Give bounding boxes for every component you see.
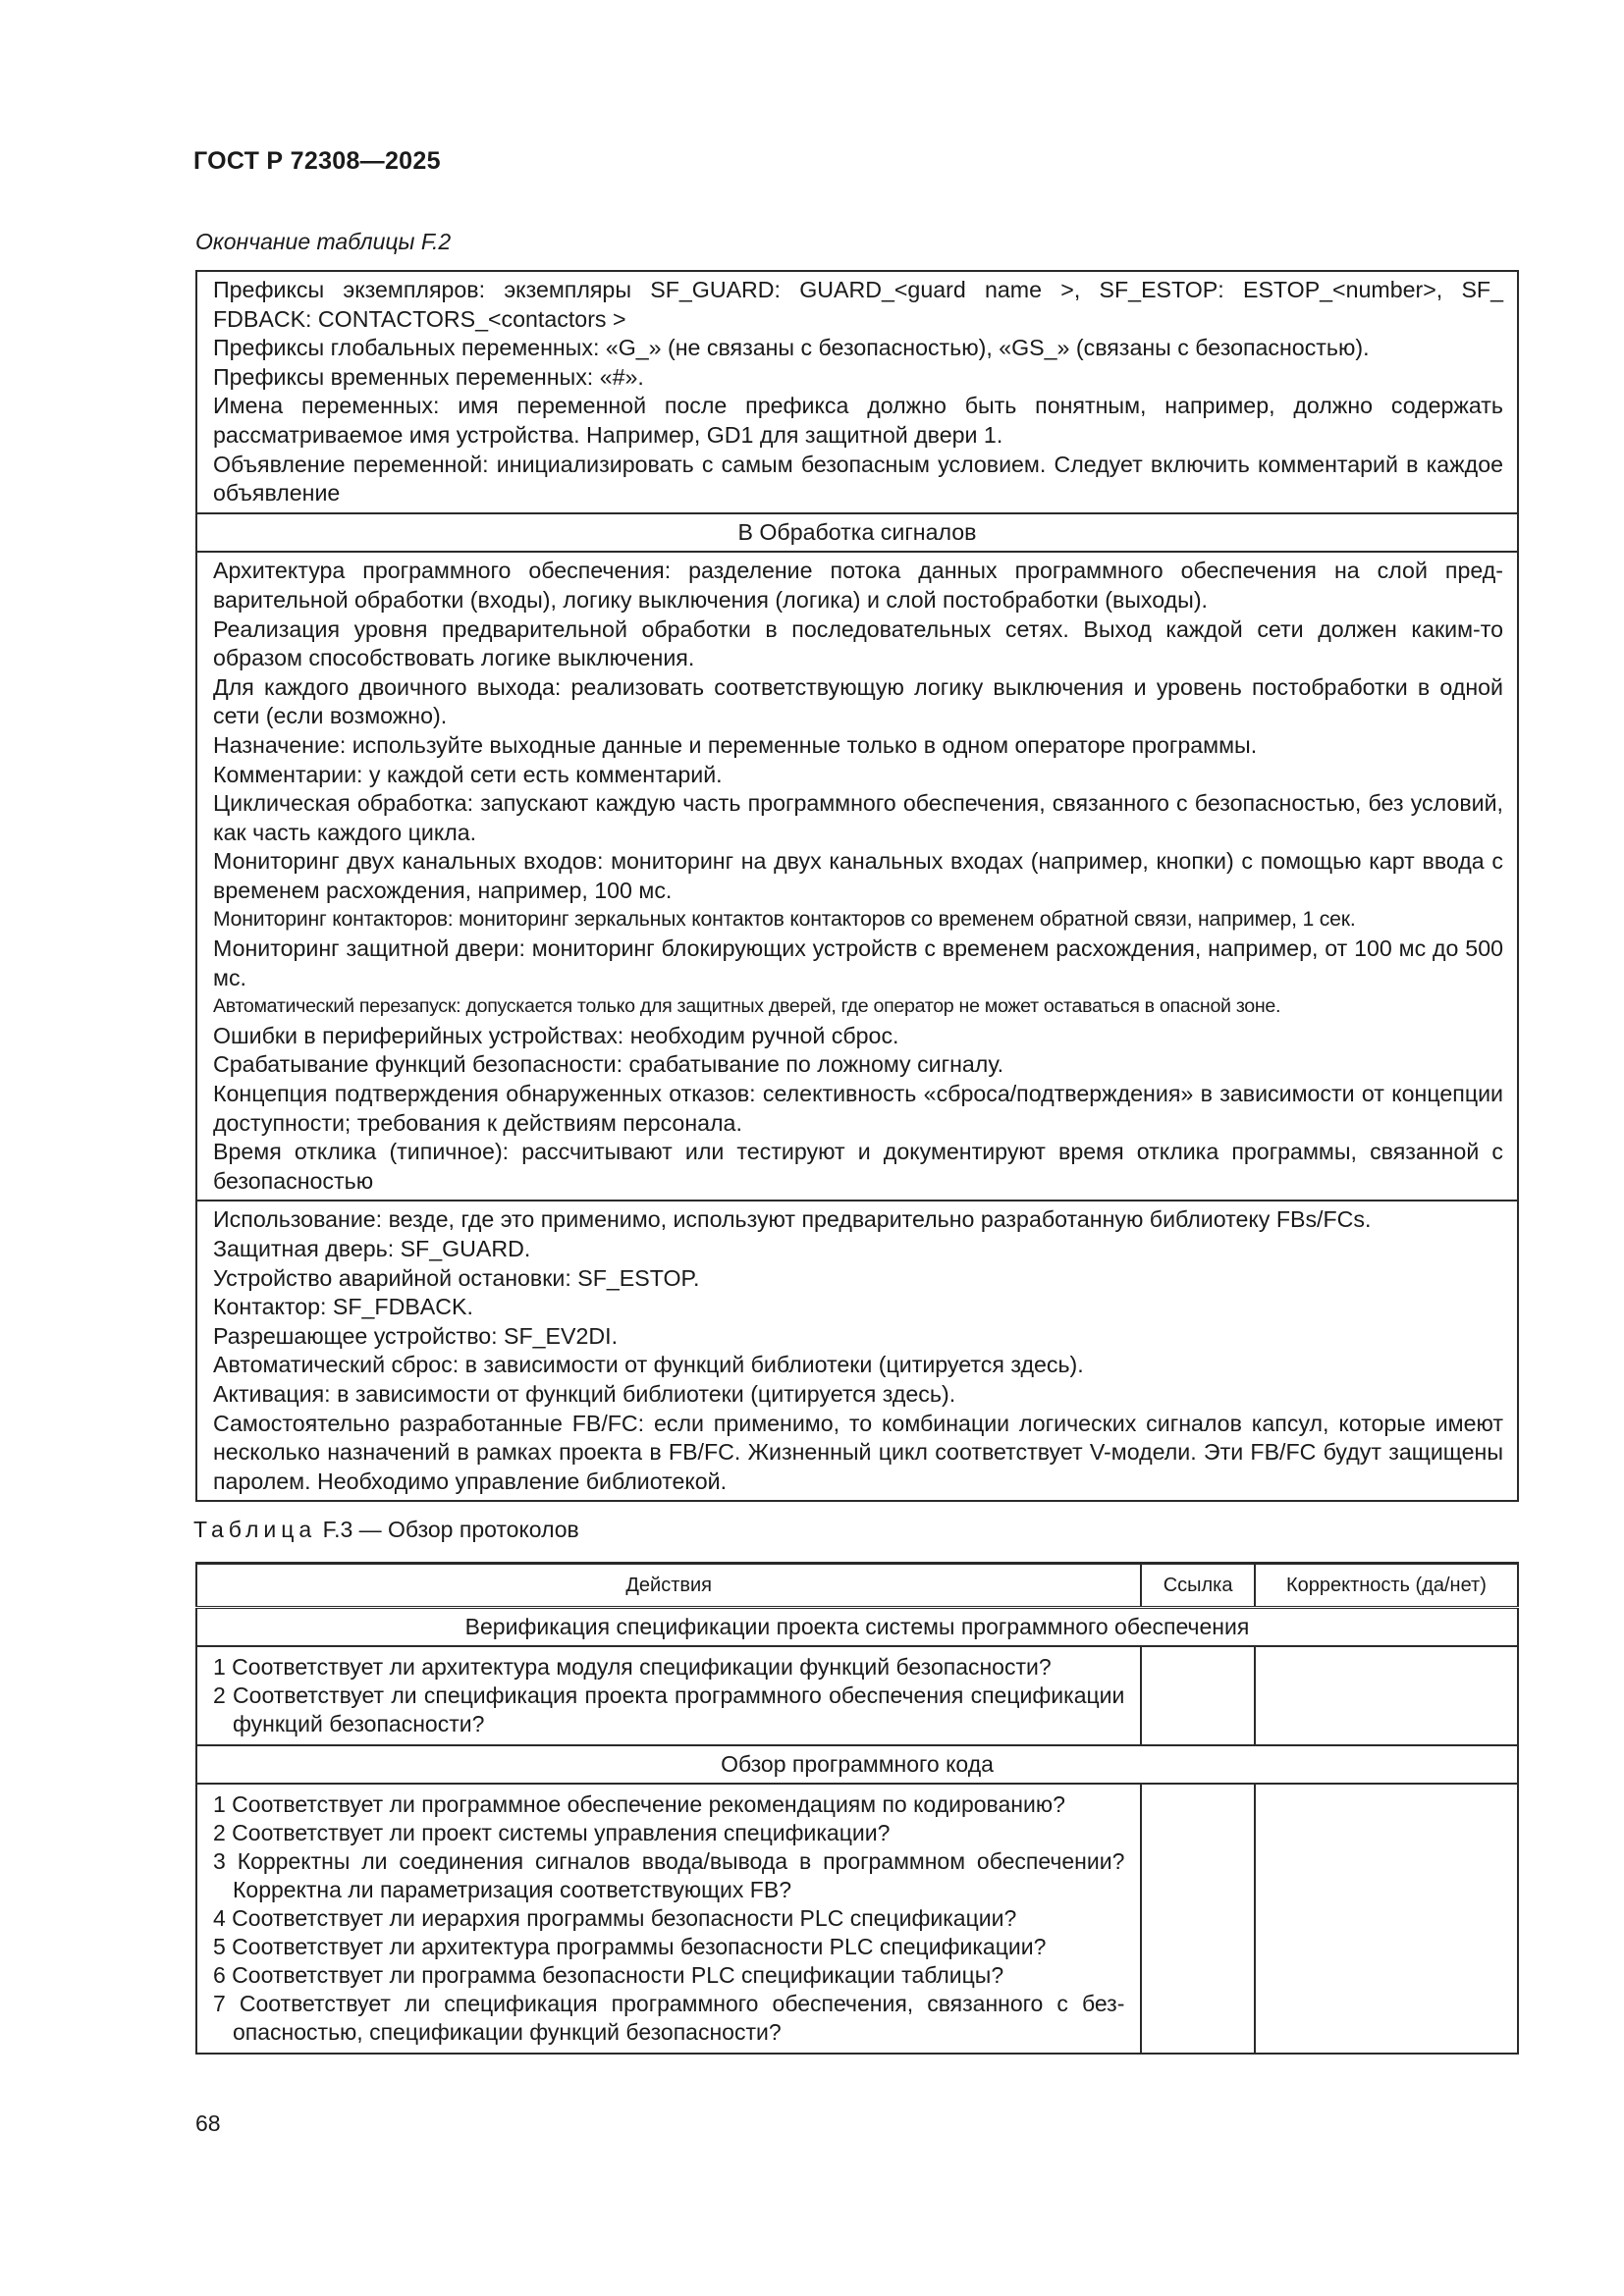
- list-item: Контактор: SF_FDBACK.: [213, 1294, 473, 1320]
- list-item: Реализация уровня предварительной обработки в последовательных сетях. Выход каждой сети должен каким-то образом способствовать логике выключения.: [213, 615, 1503, 671]
- list-item: Префиксы временных переменных: «#».: [213, 363, 644, 390]
- section-title: Верификация спецификации проекта системы программного обеспечения: [196, 1608, 1518, 1647]
- list-item: Использование: везде, где это применимо, используют предварительно разработанную библиотеку FBs/FCs.: [213, 1206, 1372, 1233]
- block-c-cell: [196, 1201, 1518, 1501]
- actions-cell: [196, 1784, 1141, 2054]
- table-caption-title: F.3 — Обзор протоколов: [322, 1517, 579, 1542]
- list-item: 3 Корректны ли соединения сигналов ввода/вывода в программном обеспечении? Корректна ли параметризация соответствующих FB?: [213, 1848, 1125, 1902]
- list-item: Мониторинг двух канальных входов: мониторинг на двух канальных входах (например, кнопки) с помощью карт ввода с временем расхождения, например, 100 мс.: [213, 848, 1503, 903]
- table-row: [196, 1201, 1518, 1501]
- column-header-actions: Действия: [196, 1564, 1141, 1608]
- table-f3-caption: [193, 1517, 579, 1543]
- list-item: Ошибки в периферийных устройствах: необходим ручной сброс.: [213, 1022, 899, 1048]
- list-item: Префиксы экземпляров: экземпляры SF_GUARD: GUARD_<guard name >, SF_ESTOP: ESTOP_<number>, SF_: [213, 277, 1503, 302]
- table-f2: [195, 270, 1519, 1502]
- section-b-title: В Обработка сигналов: [196, 513, 1518, 553]
- list-item: Объявление переменной: инициализировать с самым безопасным условием. Следует включить комментарий в каждое объявление: [213, 451, 1503, 507]
- table-f3: [195, 1562, 1519, 2055]
- list-item: Имена переменных: имя переменной после префикса должно быть понятным, например, должно содержать рассматриваемое имя устройства. Например, GD1 для защитной двери 1.: [213, 393, 1503, 448]
- list-item: 7 Соответствует ли спецификация программного обеспечения, связанного с безопасностью, спецификации функций безопасности?: [213, 1991, 1125, 2045]
- list-item: Защитная дверь: SF_GUARD.: [213, 1236, 531, 1261]
- table-row: [196, 1646, 1518, 1745]
- list-item: Мониторинг защитной двери: мониторинг блокирующих устройств с временем расхождения, например, от 100 мс до 500 мс.: [213, 935, 1503, 990]
- list-item: Самостоятельно разработанные FB/FC: если применимо, то комбинации логических сигналов капсул, которые имеют несколько назначений в рамках проекта в FB/FC. Жизненный цикл соответствует V-модели. Эти FB/FC будут защищены паролем. Необходимо управление библиотекой.: [213, 1410, 1503, 1494]
- list-item: FDBACK: CONTACTORS_<contactors >: [213, 305, 626, 332]
- block-a-cell: [196, 271, 1518, 513]
- block-b-cell: [196, 552, 1518, 1201]
- list-item: 6 Соответствует ли программа безопасности PLC спецификации таблицы?: [213, 1962, 1004, 1988]
- list-item: 2 Соответствует ли спецификация проекта программного обеспечения спецификации функций безопасности?: [213, 1682, 1125, 1736]
- list-item: Срабатывание функций безопасности: срабатывание по ложному сигналу.: [213, 1051, 1004, 1078]
- table-row: [196, 1784, 1518, 2054]
- list-item: Для каждого двоичного выхода: реализовать соответствующую логику выключения и уровень постобработки в одной сети (если возможно).: [213, 673, 1503, 729]
- list-item: Мониторинг контакторов: мониторинг зеркальных контактов контакторов со временем обратной связи, например, 1 сек.: [213, 908, 1356, 932]
- list-item: Автоматический перезапуск: допускается только для защитных дверей, где оператор не может оставаться в опасной зоне.: [213, 995, 1281, 1018]
- section-title: Обзор программного кода: [196, 1745, 1518, 1784]
- table-row: [196, 271, 1518, 513]
- table-header-row: [196, 1564, 1518, 1608]
- list-item: Концепция подтверждения обнаруженных отказов: селективность «сброса/подтверждения» в зависимости от концепции доступности; требования к действиям персонала.: [213, 1081, 1503, 1136]
- table-row: [196, 513, 1518, 553]
- list-item: Разрешающее устройство: SF_EV2DI.: [213, 1322, 619, 1349]
- list-item: Активация: в зависимости от функций библиотеки (цитируется здесь).: [213, 1380, 956, 1407]
- list-item: 1 Соответствует ли программное обеспечение рекомендациям по кодированию?: [213, 1791, 1065, 1817]
- table-row: [196, 1745, 1518, 1784]
- reference-cell: [1141, 1784, 1254, 2054]
- document-id-header: ГОСТ Р 72308—2025: [193, 147, 441, 175]
- list-item: 5 Соответствует ли архитектура программы безопасности PLC спецификации?: [213, 1934, 1047, 1959]
- correctness-cell: [1255, 1646, 1518, 1745]
- actions-cell: [196, 1646, 1141, 1745]
- column-header-correctness: Корректность (да/нет): [1255, 1564, 1518, 1608]
- table-caption-word: Таблица: [193, 1517, 317, 1542]
- table-row: [196, 1608, 1518, 1647]
- table-continuation-caption: Окончание таблицы F.2: [195, 229, 452, 254]
- list-item: Автоматический сброс: в зависимости от функций библиотеки (цитируется здесь).: [213, 1352, 1084, 1378]
- list-item: Циклическая обработка: запускают каждую часть программного обеспечения, связанного с безопасностью, без условий, как часть каждого цикла.: [213, 790, 1503, 845]
- reference-cell: [1141, 1646, 1254, 1745]
- page-number: 68: [195, 2110, 221, 2136]
- table-row: [196, 552, 1518, 1201]
- correctness-cell: [1255, 1784, 1518, 2054]
- list-item: Устройство аварийной остановки: SF_ESTOP.: [213, 1264, 700, 1291]
- list-item: 4 Соответствует ли иерархия программы безопасности PLC спецификации?: [213, 1905, 1017, 1931]
- list-item: 2 Соответствует ли проект системы управления спецификации?: [213, 1820, 891, 1845]
- list-item: Комментарии: у каждой сети есть комментарий.: [213, 761, 723, 787]
- list-item: Префиксы глобальных переменных: «G_» (не связаны с безопасностью), «GS_» (связаны с безопасностью).: [213, 335, 1370, 361]
- list-item: Время отклика (типичное): рассчитывают или тестируют и документируют время отклика программы, связанной с безопасностью: [213, 1139, 1503, 1194]
- column-header-reference: Ссылка: [1141, 1564, 1254, 1608]
- list-item: Назначение: используйте выходные данные и переменные только в одном операторе программы.: [213, 731, 1258, 758]
- list-item: 1 Соответствует ли архитектура модуля спецификации функций безопасности?: [213, 1654, 1052, 1680]
- list-item: Архитектура программного обеспечения: разделение потока данных программного обеспечения на слой предварительной обработки (входы), логику выключения (логика) и слой постобработки (выходы).: [213, 558, 1503, 613]
